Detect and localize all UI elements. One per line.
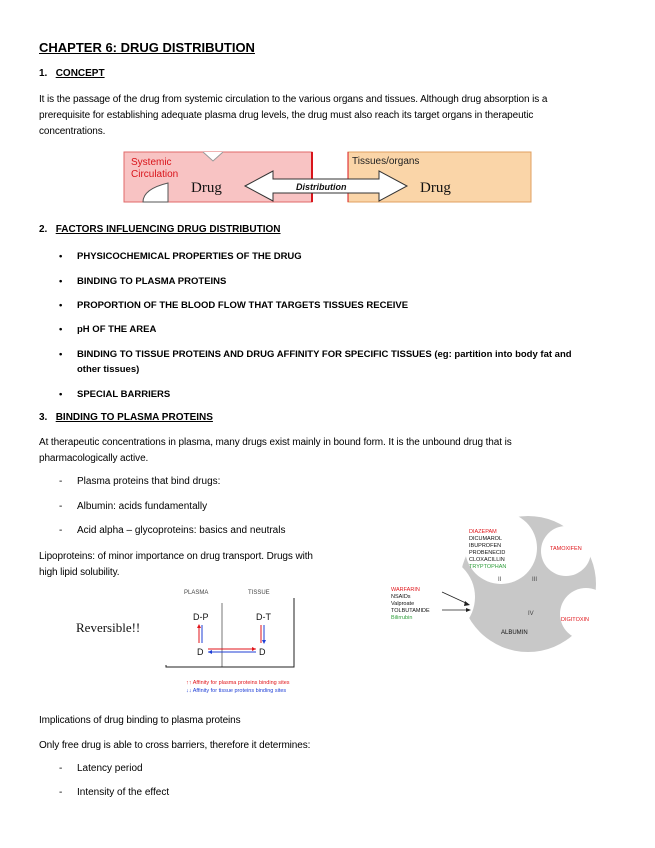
para-line: concentrations. bbox=[39, 126, 106, 137]
section-2-number: 2. bbox=[39, 224, 48, 235]
tissues-drug-label: Drug bbox=[420, 180, 451, 196]
systemic-drug-label: Drug bbox=[191, 180, 222, 196]
distribution-diagram bbox=[123, 151, 533, 203]
section-1-number: 1. bbox=[39, 68, 48, 79]
tamoxifen-label: TAMOXIFEN bbox=[550, 546, 582, 552]
site-1-drug: TRYPTOPHAN bbox=[469, 564, 507, 570]
para-line: It is the passage of the drug from systemic circulation to the various organs and tissues. Although drug absorption is a bbox=[39, 94, 548, 105]
site-roman-iv: IV bbox=[528, 611, 534, 617]
protein-item: - Acid alpha – glycoproteins: basics and neutrals bbox=[59, 525, 286, 536]
site-1-drug: DIAZEPAM bbox=[469, 529, 497, 535]
factor-item: • pH OF THE AREA bbox=[59, 324, 157, 335]
factor-item: • BINDING TO TISSUE PROTEINS AND DRUG AFFINITY FOR SPECIFIC TISSUES (eg: partition into body fat and other tissues) bbox=[59, 349, 572, 375]
site-1-drug: DICUMAROL bbox=[469, 536, 503, 542]
tissues-label: Tissues/organs bbox=[352, 156, 420, 167]
exchange-arrowhead-right bbox=[252, 647, 256, 651]
para-line: high lipid solubility. bbox=[39, 567, 120, 578]
implications-title: Implications of drug binding to plasma proteins bbox=[39, 715, 241, 726]
section-2-heading bbox=[39, 224, 281, 235]
page-title: CHAPTER 6: DRUG DISTRIBUTION bbox=[39, 40, 255, 55]
factor-item: • PROPORTION OF THE BLOOD FLOW THAT TARGETS TISSUES RECEIVE bbox=[59, 300, 409, 311]
plasma-up-arrowhead bbox=[197, 624, 201, 628]
site-2-drug: NSAIDs bbox=[391, 594, 411, 600]
binding-equilibrium-diagram bbox=[70, 585, 340, 697]
factor-item: • PHYSICOCHEMICAL PROPERTIES OF THE DRUG bbox=[59, 251, 302, 262]
implication-item: - Intensity of the effect bbox=[59, 787, 170, 798]
site-1-drug: CLOXACILLIN bbox=[469, 557, 505, 563]
systemic-label-1: Systemic bbox=[131, 157, 172, 168]
protein-item: - Albumin: acids fundamentally bbox=[59, 501, 208, 512]
plasma-label: PLASMA bbox=[184, 590, 209, 596]
section-1-heading bbox=[39, 68, 105, 79]
section-3-number: 3. bbox=[39, 412, 48, 423]
para-line: At therapeutic concentrations in plasma, many drugs exist mainly in bound form. It is the unbound drug that is bbox=[39, 437, 512, 448]
site-1-pocket bbox=[465, 514, 537, 584]
compartment-box bbox=[166, 598, 294, 667]
implication-item: - Latency period bbox=[59, 763, 143, 774]
lipoproteins-paragraph bbox=[39, 549, 369, 581]
section-3-paragraph bbox=[39, 435, 629, 467]
site-1-drug: IBUPROFEN bbox=[469, 543, 502, 549]
dp-label: D-P bbox=[193, 612, 209, 622]
legend-tissue-affinity: ↓↓ Affinity for tissue proteins binding sites bbox=[186, 688, 287, 694]
d-plasma-label: D bbox=[197, 647, 204, 657]
site-2-drug: TOLBUTAMIDE bbox=[391, 608, 430, 614]
dt-label: D-T bbox=[256, 612, 271, 622]
para-line: pharmacologically active. bbox=[39, 453, 149, 464]
systemic-label-2: Circulation bbox=[131, 169, 179, 180]
albumin-binding-sites-diagram bbox=[388, 514, 600, 654]
d-tissue-label: D bbox=[259, 647, 266, 657]
site-2-drug: Bilirrubin bbox=[391, 615, 413, 621]
section-1-title: CONCEPT bbox=[55, 68, 105, 79]
tissue-down-arrowhead bbox=[262, 640, 266, 644]
site-1-drug: PROBENECID bbox=[469, 550, 506, 556]
exchange-arrowhead-left bbox=[208, 650, 212, 654]
legend-plasma-affinity: ↑↑ Affinity for plasma proteins binding sites bbox=[186, 680, 290, 686]
para-line: prerequisite for establishing adequate plasma drug levels, the drug must also reach its target organs in therapeutic bbox=[39, 110, 534, 121]
site-roman-ii: II bbox=[498, 577, 502, 583]
albumin-label: ALBUMIN bbox=[501, 630, 528, 636]
implications-paragraph: Only free drug is able to cross barriers, therefore it determines: bbox=[39, 740, 311, 751]
factor-item: • SPECIAL BARRIERS bbox=[59, 389, 171, 400]
section-2-title: FACTORS INFLUENCING DRUG DISTRIBUTION bbox=[55, 224, 281, 235]
section-3-heading bbox=[39, 412, 213, 423]
factor-item: • BINDING TO PLASMA PROTEINS bbox=[59, 276, 227, 287]
protein-item: - Plasma proteins that bind drugs: bbox=[59, 476, 221, 487]
section-1-paragraph bbox=[39, 92, 629, 140]
site-2-drug: WARFARIN bbox=[391, 587, 420, 593]
site-roman-iii: III bbox=[532, 577, 538, 583]
tissue-label: TISSUE bbox=[248, 590, 270, 596]
distribution-label: Distribution bbox=[296, 182, 347, 192]
site-2-drug: Valproate bbox=[391, 601, 415, 607]
section-3-title: BINDING TO PLASMA PROTEINS bbox=[55, 412, 213, 423]
digitoxin-label: DIGITOXIN bbox=[561, 617, 590, 623]
para-line: Lipoproteins: of minor importance on drug transport. Drugs with bbox=[39, 551, 313, 562]
reversible-label: Reversible!! bbox=[76, 620, 141, 635]
